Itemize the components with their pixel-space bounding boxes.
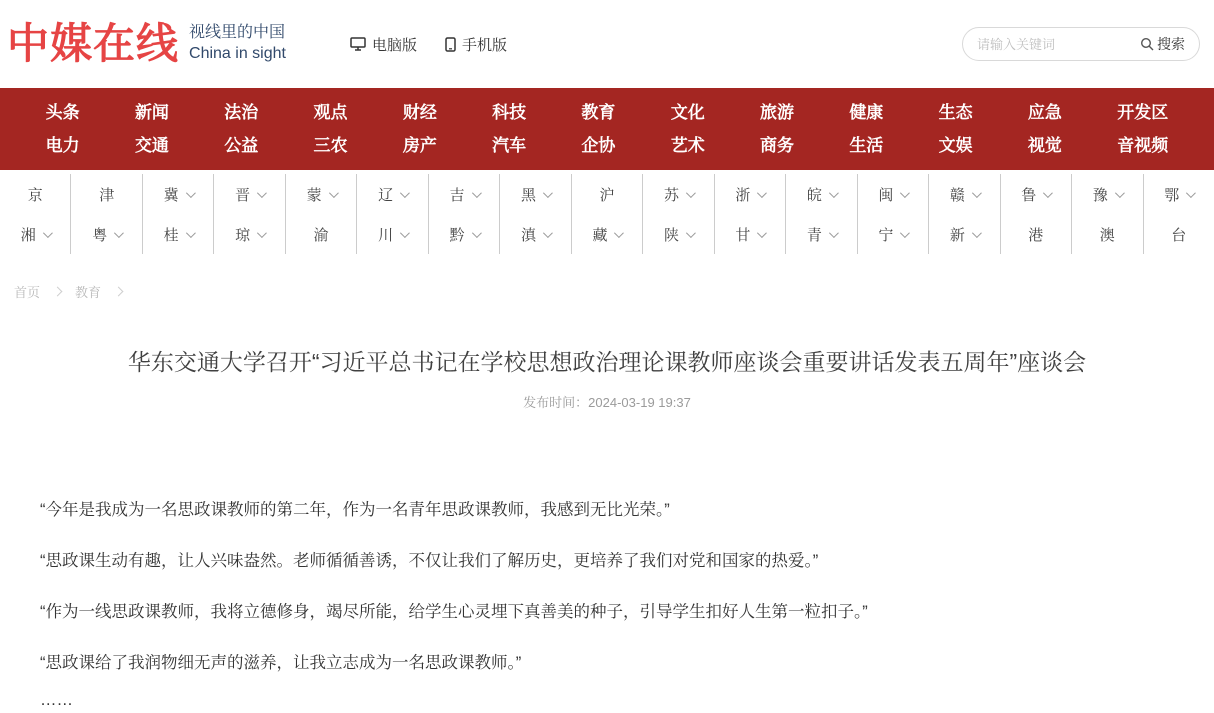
region-item[interactable]: 赣 bbox=[929, 174, 1000, 214]
nav-item[interactable]: 电力 bbox=[45, 136, 80, 155]
chevron-down-icon bbox=[614, 228, 624, 238]
breadcrumb-home[interactable]: 首页 bbox=[14, 285, 41, 300]
tagline-en: China in sight bbox=[189, 45, 286, 62]
chevron-down-icon bbox=[543, 228, 553, 238]
region-item[interactable]: 湘 bbox=[0, 214, 71, 254]
nav-item[interactable]: 文娱 bbox=[938, 136, 973, 155]
nav-item[interactable]: 头条 bbox=[45, 103, 80, 122]
chevron-down-icon bbox=[829, 228, 839, 238]
site-logo[interactable]: 中媒在线 bbox=[7, 20, 180, 67]
chevron-down-icon bbox=[900, 228, 910, 238]
chevron-down-icon bbox=[114, 228, 124, 238]
mobile-version-label: 手机版 bbox=[461, 36, 507, 54]
chevron-down-icon bbox=[757, 228, 767, 238]
nav-item[interactable]: 商务 bbox=[760, 136, 795, 155]
nav-item[interactable]: 公益 bbox=[224, 136, 259, 155]
region-item[interactable]: 苏 bbox=[643, 174, 714, 214]
nav-item[interactable]: 文化 bbox=[670, 103, 705, 122]
chevron-down-icon bbox=[43, 228, 53, 238]
region-item[interactable]: 川 bbox=[357, 214, 428, 254]
region-item[interactable]: 辽 bbox=[357, 174, 428, 214]
region-item[interactable]: 澳 bbox=[1072, 214, 1143, 254]
region-item[interactable]: 滇 bbox=[500, 214, 571, 254]
region-item[interactable]: 浙 bbox=[715, 174, 786, 214]
nav-item[interactable]: 音视频 bbox=[1117, 136, 1169, 155]
nav-item[interactable]: 科技 bbox=[492, 103, 527, 122]
chevron-down-icon bbox=[472, 188, 482, 198]
region-item[interactable]: 鲁 bbox=[1001, 174, 1072, 214]
chevron-right-icon bbox=[114, 287, 124, 297]
article-body bbox=[40, 499, 1174, 713]
region-item[interactable]: 港 bbox=[1001, 214, 1072, 254]
chevron-down-icon bbox=[686, 188, 696, 198]
chevron-down-icon bbox=[329, 188, 339, 198]
site-tagline bbox=[189, 23, 286, 65]
main-nav bbox=[0, 88, 1214, 170]
chevron-down-icon bbox=[829, 188, 839, 198]
region-item[interactable]: 吉 bbox=[429, 174, 500, 214]
publish-time bbox=[40, 392, 1174, 411]
region-nav bbox=[0, 170, 1214, 260]
article bbox=[0, 301, 1214, 713]
chevron-down-icon bbox=[472, 228, 482, 238]
version-links bbox=[350, 34, 507, 55]
nav-item[interactable]: 应急 bbox=[1027, 103, 1062, 122]
region-item[interactable]: 桂 bbox=[143, 214, 214, 254]
chevron-down-icon bbox=[400, 188, 410, 198]
region-item[interactable]: 宁 bbox=[858, 214, 929, 254]
region-item[interactable]: 京 bbox=[0, 174, 71, 214]
article-paragraph: “思政课生动有趣，让人兴味盎然。老师循循善诱，不仅让我们了解历史，更培养了我们对党和国家的热爱。” bbox=[40, 551, 819, 570]
nav-item[interactable]: 交通 bbox=[134, 136, 169, 155]
nav-item[interactable]: 健康 bbox=[849, 103, 884, 122]
nav-item[interactable]: 旅游 bbox=[760, 103, 795, 122]
publish-time-value: 2024-03-19 19:37 bbox=[588, 395, 691, 411]
nav-item[interactable]: 企协 bbox=[581, 136, 616, 155]
nav-item[interactable]: 观点 bbox=[313, 103, 348, 122]
chevron-down-icon bbox=[1115, 188, 1125, 198]
tagline-cn: 视线里的中国 bbox=[189, 24, 286, 42]
region-item[interactable]: 冀 bbox=[143, 174, 214, 214]
chevron-down-icon bbox=[543, 188, 553, 198]
region-item[interactable]: 渝 bbox=[286, 214, 357, 254]
region-item[interactable]: 晋 bbox=[214, 174, 285, 214]
nav-item[interactable]: 新闻 bbox=[134, 103, 169, 122]
nav-col-4 bbox=[401, 100, 439, 158]
chevron-down-icon bbox=[900, 188, 910, 198]
site-header bbox=[0, 0, 1214, 88]
region-row-1 bbox=[0, 174, 1214, 214]
region-item[interactable]: 新 bbox=[929, 214, 1000, 254]
nav-col-2 bbox=[222, 100, 260, 158]
region-item[interactable]: 皖 bbox=[786, 174, 857, 214]
region-item[interactable]: 津 bbox=[71, 174, 142, 214]
nav-col-0 bbox=[44, 100, 82, 158]
chevron-down-icon bbox=[972, 228, 982, 238]
region-item[interactable]: 黑 bbox=[500, 174, 571, 214]
nav-item[interactable]: 法治 bbox=[224, 103, 259, 122]
article-paragraph: “思政课给了我润物细无声的滋养，让我立志成为一名思政课教师。” bbox=[40, 653, 522, 672]
chevron-down-icon bbox=[1186, 188, 1196, 198]
nav-col-9 bbox=[847, 100, 885, 158]
nav-col-10 bbox=[937, 100, 975, 158]
region-item[interactable]: 沪 bbox=[572, 174, 643, 214]
article-title: 华东交通大学召开“习近平总书记在学校思想政治理论课教师座谈会重要讲话发表五周年”座谈会 bbox=[127, 349, 1087, 375]
nav-col-6 bbox=[579, 100, 617, 158]
publish-time-label: 发布时间： bbox=[523, 395, 589, 411]
nav-item[interactable]: 汽车 bbox=[492, 136, 527, 155]
region-item[interactable]: 琼 bbox=[214, 214, 285, 254]
phone-icon bbox=[445, 37, 456, 52]
article-paragraph: “今年是我成为一名思政课教师的第二年，作为一名青年思政课教师，我感到无比光荣。” bbox=[40, 501, 670, 520]
desktop-version-link[interactable] bbox=[350, 34, 417, 55]
region-item[interactable]: 藏 bbox=[572, 214, 643, 254]
nav-col-3 bbox=[312, 100, 350, 158]
article-paragraph: “作为一线思政课教师，我将立德修身，竭尽所能，给学生心灵埋下真善美的种子，引导学生扣好人生第一粒扣子。” bbox=[40, 602, 868, 621]
nav-col-8 bbox=[758, 100, 796, 158]
nav-col-12 bbox=[1115, 100, 1170, 158]
nav-item[interactable]: 房产 bbox=[402, 136, 437, 155]
breadcrumb bbox=[0, 260, 1214, 301]
region-item[interactable]: 台 bbox=[1171, 226, 1187, 244]
mobile-version-link[interactable] bbox=[445, 34, 507, 55]
chevron-down-icon bbox=[257, 188, 267, 198]
region-item[interactable]: 陕 bbox=[643, 214, 714, 254]
nav-col-7 bbox=[669, 100, 707, 158]
nav-item[interactable]: 生态 bbox=[938, 103, 973, 122]
region-item[interactable]: 青 bbox=[786, 214, 857, 254]
chevron-down-icon bbox=[686, 228, 696, 238]
chevron-down-icon bbox=[186, 188, 196, 198]
desktop-version-label: 电脑版 bbox=[371, 36, 417, 54]
search-input[interactable] bbox=[977, 37, 1140, 52]
nav-item[interactable]: 艺术 bbox=[670, 136, 705, 155]
desktop-icon bbox=[350, 37, 366, 51]
region-item[interactable]: 黔 bbox=[429, 214, 500, 254]
chevron-down-icon bbox=[257, 228, 267, 238]
region-item[interactable]: 闽 bbox=[858, 174, 929, 214]
region-item[interactable]: 豫 bbox=[1072, 174, 1143, 214]
nav-item[interactable]: 视觉 bbox=[1027, 136, 1062, 155]
chevron-right-icon bbox=[53, 287, 63, 297]
nav-item[interactable]: 三农 bbox=[313, 136, 348, 155]
nav-col-11 bbox=[1026, 100, 1064, 158]
breadcrumb-category[interactable]: 教育 bbox=[75, 285, 102, 300]
region-item[interactable]: 蒙 bbox=[286, 174, 357, 214]
chevron-down-icon bbox=[972, 188, 982, 198]
region-item[interactable]: 粤 bbox=[71, 214, 142, 254]
nav-item[interactable]: 开发区 bbox=[1117, 103, 1169, 122]
chevron-down-icon bbox=[1043, 188, 1053, 198]
search-icon bbox=[1140, 37, 1154, 51]
region-item[interactable]: 甘 bbox=[715, 214, 786, 254]
nav-col-5 bbox=[490, 100, 528, 158]
article-ellipsis: …… bbox=[40, 690, 73, 709]
search-button-label: 搜索 bbox=[1157, 36, 1185, 52]
region-item[interactable]: 鄂 bbox=[1144, 174, 1214, 214]
nav-item[interactable]: 生活 bbox=[849, 136, 884, 155]
chevron-down-icon bbox=[400, 228, 410, 238]
nav-item[interactable]: 教育 bbox=[581, 103, 616, 122]
search-box bbox=[962, 27, 1200, 61]
chevron-down-icon bbox=[757, 188, 767, 198]
search-button[interactable] bbox=[1140, 34, 1185, 54]
region-row-2 bbox=[0, 214, 1214, 254]
nav-col-1 bbox=[133, 100, 171, 158]
chevron-down-icon bbox=[186, 228, 196, 238]
nav-item[interactable]: 财经 bbox=[402, 103, 437, 122]
